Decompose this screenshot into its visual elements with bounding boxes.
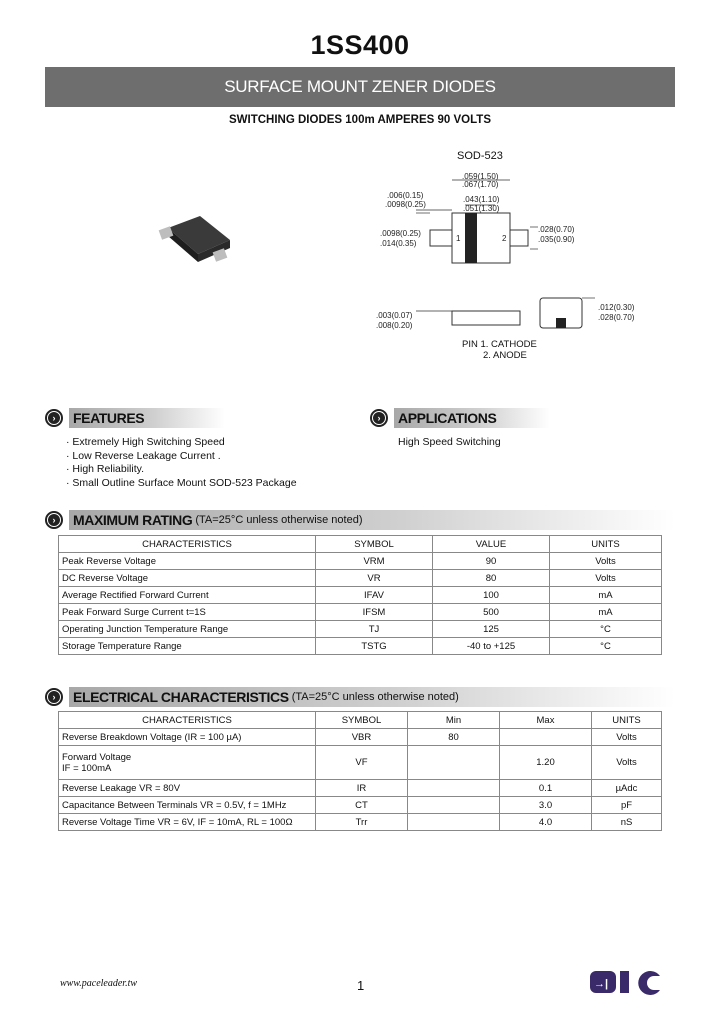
dim-d1: .059(1.50) bbox=[462, 172, 499, 181]
cell: VRM bbox=[316, 553, 433, 570]
cell: VF bbox=[316, 746, 408, 780]
package-name: SOD-523 bbox=[457, 150, 503, 162]
table-row bbox=[59, 746, 662, 780]
cell: TJ bbox=[316, 621, 433, 638]
cell: Peak Forward Surge Current t=1S bbox=[59, 604, 316, 621]
col-header: CHARACTERISTICS bbox=[59, 712, 316, 729]
cell bbox=[408, 797, 500, 814]
subtitle: SWITCHING DIODES 100m AMPERES 90 VOLTS bbox=[229, 114, 491, 126]
cell: Peak Reverse Voltage bbox=[59, 553, 316, 570]
cell: 1.20 bbox=[500, 746, 592, 780]
cell: VR bbox=[316, 570, 433, 587]
cell: DC Reverse Voltage bbox=[59, 570, 316, 587]
dim-d4: .0098(0.25) bbox=[385, 200, 426, 209]
col-header: SYMBOL bbox=[316, 712, 408, 729]
arrow-circle-icon: › bbox=[370, 409, 388, 427]
cell: 0.1 bbox=[500, 780, 592, 797]
cell: Operating Junction Temperature Range bbox=[59, 621, 316, 638]
cell: Volts bbox=[550, 570, 662, 587]
dim-d14: .028(0.70) bbox=[598, 313, 635, 322]
cell: TSTG bbox=[316, 638, 433, 655]
table-header-row bbox=[59, 712, 662, 729]
cell: CT bbox=[316, 797, 408, 814]
arrow-circle-icon: › bbox=[45, 511, 63, 529]
list-item: · Low Reverse Leakage Current . bbox=[66, 450, 297, 464]
dim-d8: .014(0.35) bbox=[380, 239, 417, 248]
dim-d10: .035(0.90) bbox=[538, 235, 575, 244]
table-row bbox=[59, 621, 662, 638]
col-header: UNITS bbox=[592, 712, 662, 729]
cell: µAdc bbox=[592, 780, 662, 797]
table-row bbox=[59, 604, 662, 621]
col-header: Min bbox=[408, 712, 500, 729]
pin-anode: 2. ANODE bbox=[483, 350, 527, 361]
cell: Trr bbox=[316, 814, 408, 831]
forward-voltage-condition: IF = 100mA bbox=[62, 762, 112, 774]
table-row bbox=[59, 780, 662, 797]
package-photo bbox=[150, 210, 240, 275]
cell: °C bbox=[550, 621, 662, 638]
list-item: · Extremely High Switching Speed bbox=[66, 436, 297, 450]
table-row bbox=[59, 553, 662, 570]
col-header: VALUE bbox=[433, 536, 550, 553]
table-row bbox=[59, 814, 662, 831]
dim-d9: .028(0.70) bbox=[538, 225, 575, 234]
table-row bbox=[59, 587, 662, 604]
table-row bbox=[59, 797, 662, 814]
cell: mA bbox=[550, 587, 662, 604]
max-rating-header bbox=[45, 509, 675, 531]
cell: mA bbox=[550, 604, 662, 621]
cell: 90 bbox=[433, 553, 550, 570]
cell: Volts bbox=[550, 553, 662, 570]
cell bbox=[408, 814, 500, 831]
cell: IFSM bbox=[316, 604, 433, 621]
pin1-label: 1 bbox=[456, 234, 461, 243]
pin-cathode: PIN 1. CATHODE bbox=[462, 339, 537, 350]
cell bbox=[408, 746, 500, 780]
table-header-row bbox=[59, 536, 662, 553]
cell: Average Rectified Forward Current bbox=[59, 587, 316, 604]
col-header: SYMBOL bbox=[316, 536, 433, 553]
col-header: CHARACTERISTICS bbox=[59, 536, 316, 553]
col-header: Max bbox=[500, 712, 592, 729]
cell: Volts bbox=[592, 746, 662, 780]
cell: 100 bbox=[433, 587, 550, 604]
cell: 80 bbox=[408, 729, 500, 746]
dim-d3: .006(0.15) bbox=[387, 191, 424, 200]
applications-title: APPLICATIONS bbox=[398, 410, 497, 426]
cell: IR bbox=[316, 780, 408, 797]
cell bbox=[500, 729, 592, 746]
dim-d5: .043(1.10) bbox=[463, 195, 500, 204]
dim-d12: .008(0.20) bbox=[376, 321, 413, 330]
cell: Storage Temperature Range bbox=[59, 638, 316, 655]
table-row bbox=[59, 570, 662, 587]
cell: 500 bbox=[433, 604, 550, 621]
electrical-title: ELECTRICAL CHARACTERISTICS bbox=[73, 689, 289, 705]
cell: nS bbox=[592, 814, 662, 831]
cell: IFAV bbox=[316, 587, 433, 604]
arrow-circle-icon: › bbox=[45, 409, 63, 427]
cell: VBR bbox=[316, 729, 408, 746]
cell bbox=[408, 780, 500, 797]
features-list bbox=[66, 436, 297, 490]
cell: pF bbox=[592, 797, 662, 814]
electrical-note: (TA=25°C unless otherwise noted) bbox=[291, 691, 459, 703]
list-item: · High Reliability. bbox=[66, 463, 297, 477]
max-rating-title: MAXIMUM RATING bbox=[73, 512, 193, 528]
table-row bbox=[59, 638, 662, 655]
cell: Capacitance Between Terminals VR = 0.5V, f = 1MHz bbox=[59, 797, 316, 814]
dim-d6: .051(1.30) bbox=[463, 204, 500, 213]
cell: Reverse Voltage Time VR = 6V, IF = 10mA, RL = 100Ω bbox=[59, 814, 316, 831]
cell: -40 to +125 bbox=[433, 638, 550, 655]
arrow-circle-icon: › bbox=[45, 688, 63, 706]
table-row bbox=[59, 729, 662, 746]
cell: 3.0 bbox=[500, 797, 592, 814]
footer-url[interactable]: www.paceleader.tw bbox=[60, 978, 138, 989]
cell: Reverse Leakage VR = 80V bbox=[59, 780, 316, 797]
cell: Volts bbox=[592, 729, 662, 746]
svg-text:→|: →| bbox=[594, 978, 609, 990]
cell: Reverse Breakdown Voltage (IR = 100 µA) bbox=[59, 729, 316, 746]
forward-voltage-label: Forward Voltage bbox=[62, 751, 132, 763]
cell: 125 bbox=[433, 621, 550, 638]
company-logo bbox=[588, 968, 668, 998]
package-side-view bbox=[370, 295, 640, 340]
pin-legend bbox=[462, 339, 537, 361]
max-rating-note: (TA=25°C unless otherwise noted) bbox=[195, 514, 363, 526]
col-header: UNITS bbox=[550, 536, 662, 553]
applications-header bbox=[370, 407, 550, 429]
features-title: FEATURES bbox=[73, 410, 145, 426]
dim-d13: .012(0.30) bbox=[598, 303, 635, 312]
cell: 4.0 bbox=[500, 814, 592, 831]
dim-d11: .003(0.07) bbox=[376, 311, 413, 320]
dim-d7: .0098(0.25) bbox=[380, 229, 421, 238]
page-title: 1SS400 bbox=[310, 30, 410, 60]
dim-d2: .067(1.70) bbox=[462, 180, 499, 189]
product-banner: SURFACE MOUNT ZENER DIODES bbox=[45, 67, 675, 107]
cell bbox=[59, 746, 316, 780]
package-top-view bbox=[370, 165, 590, 265]
cell: 80 bbox=[433, 570, 550, 587]
electrical-header bbox=[45, 686, 675, 708]
features-header bbox=[45, 407, 225, 429]
max-rating-table bbox=[58, 535, 662, 655]
list-item: · Small Outline Surface Mount SOD-523 Package bbox=[66, 477, 297, 491]
page-number: 1 bbox=[357, 978, 365, 993]
pin2-label: 2 bbox=[502, 234, 507, 243]
electrical-table bbox=[58, 711, 662, 831]
applications-item: High Speed Switching bbox=[398, 436, 501, 448]
cell: °C bbox=[550, 638, 662, 655]
